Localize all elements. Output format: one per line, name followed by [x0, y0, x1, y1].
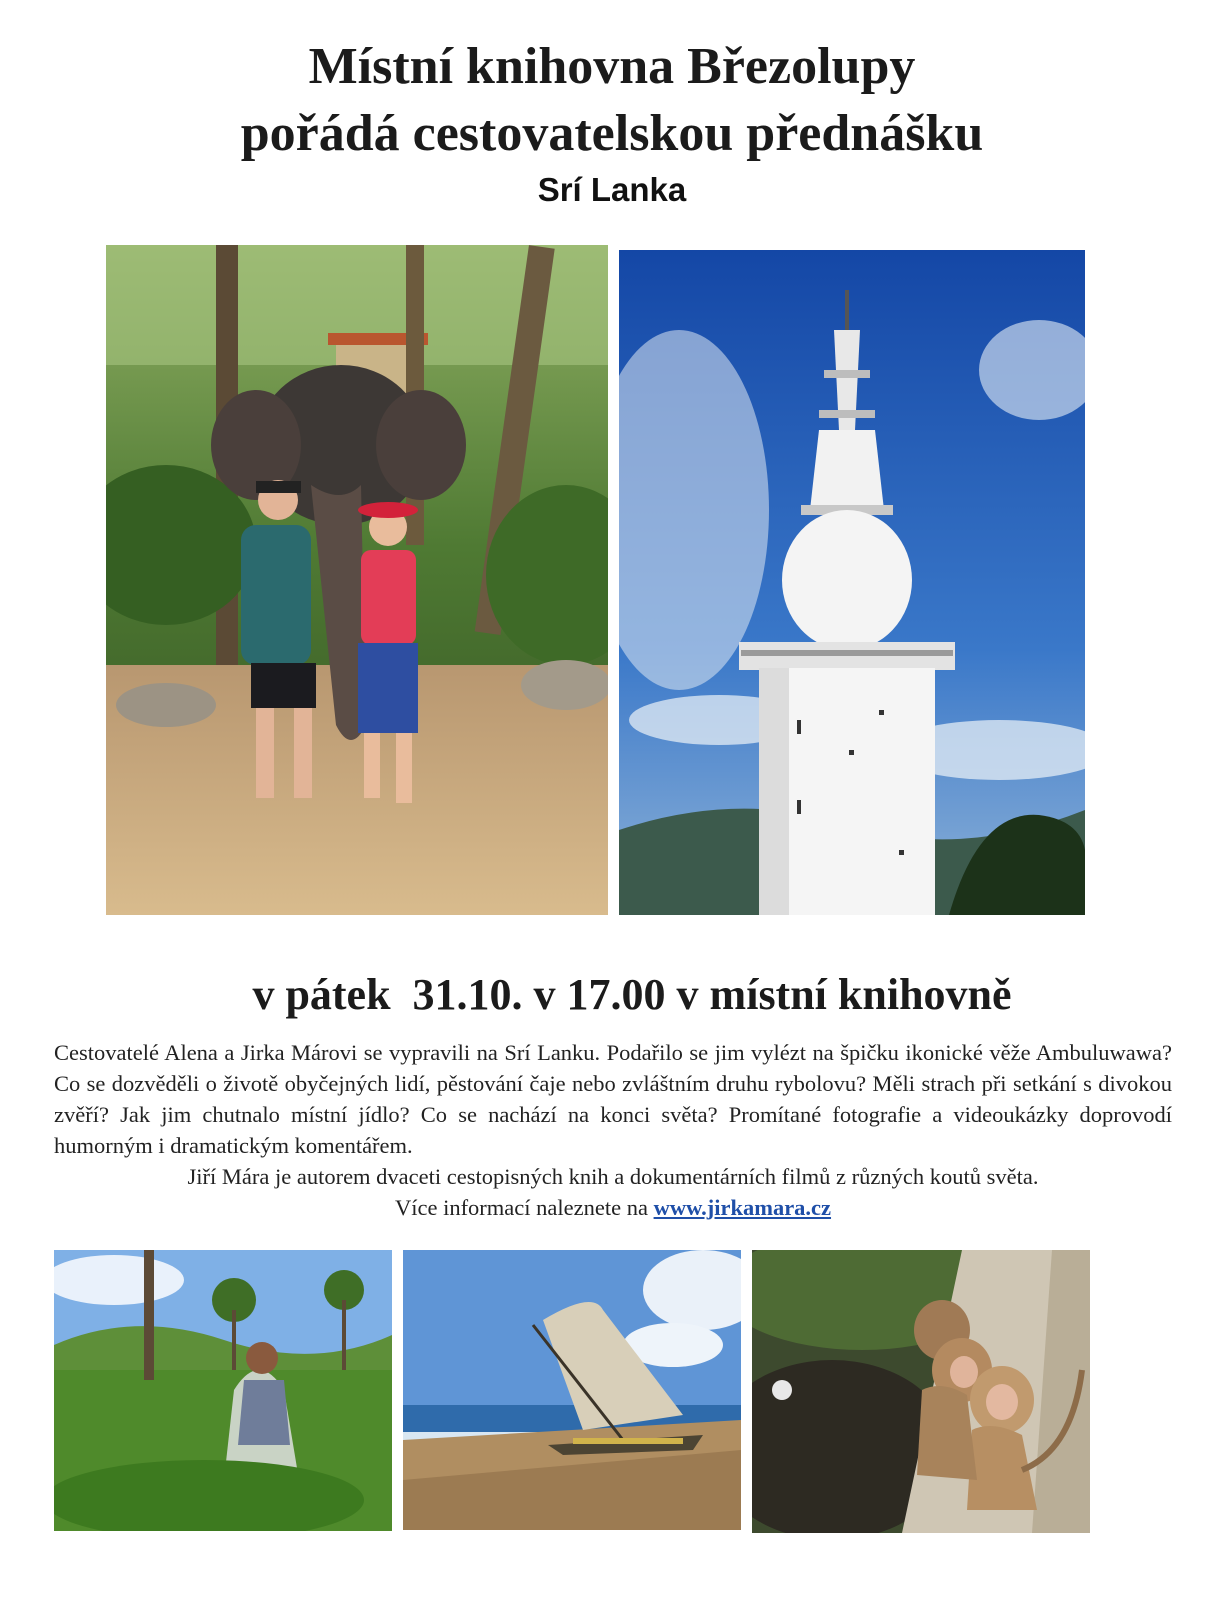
photo-ambuluwawa-tower	[619, 250, 1085, 915]
page-subtitle: Srí Lanka	[537, 171, 687, 208]
event-date-time: v pátek 31.10. v 17.00 v místní knihovně	[252, 970, 1012, 1019]
photo-tea-plantation	[54, 1250, 392, 1531]
event-description	[54, 1037, 1172, 1223]
more-info-line	[54, 1192, 1172, 1223]
photo-elephant	[106, 245, 608, 915]
description-paragraph: Cestovatelé Alena a Jirka Márovi se vypravili na Srí Lanku. Podařilo se jim vylézt na špičku ikonické věže Ambuluwawa? Co se dozvěděli o životě obyčejných lidí, pěstování čaje nebo zvláštním druhu rybolovu? Měli strach při setkání s divokou zvěří? Jak jim chutnalo místní jídlo? Co se nachází na konci světa? Promítané fotografie a videoukázky doprovodí humorným i dramatickým komentářem.	[54, 1040, 1172, 1158]
more-info-prefix: Více informací naleznete na	[394, 1195, 654, 1220]
photo-monkeys	[752, 1250, 1090, 1533]
photo-fishing-boat	[403, 1250, 741, 1530]
page-title-line-2: pořádá cestovatelskou přednášku	[240, 105, 984, 162]
website-link[interactable]: www.jirkamara.cz	[653, 1195, 832, 1220]
page-title-line-1: Místní knihovna Březolupy	[308, 38, 916, 95]
author-info: Jiří Mára je autorem dvaceti cestopisných knih a dokumentárních filmů z různých koutů světa.	[187, 1164, 1039, 1189]
